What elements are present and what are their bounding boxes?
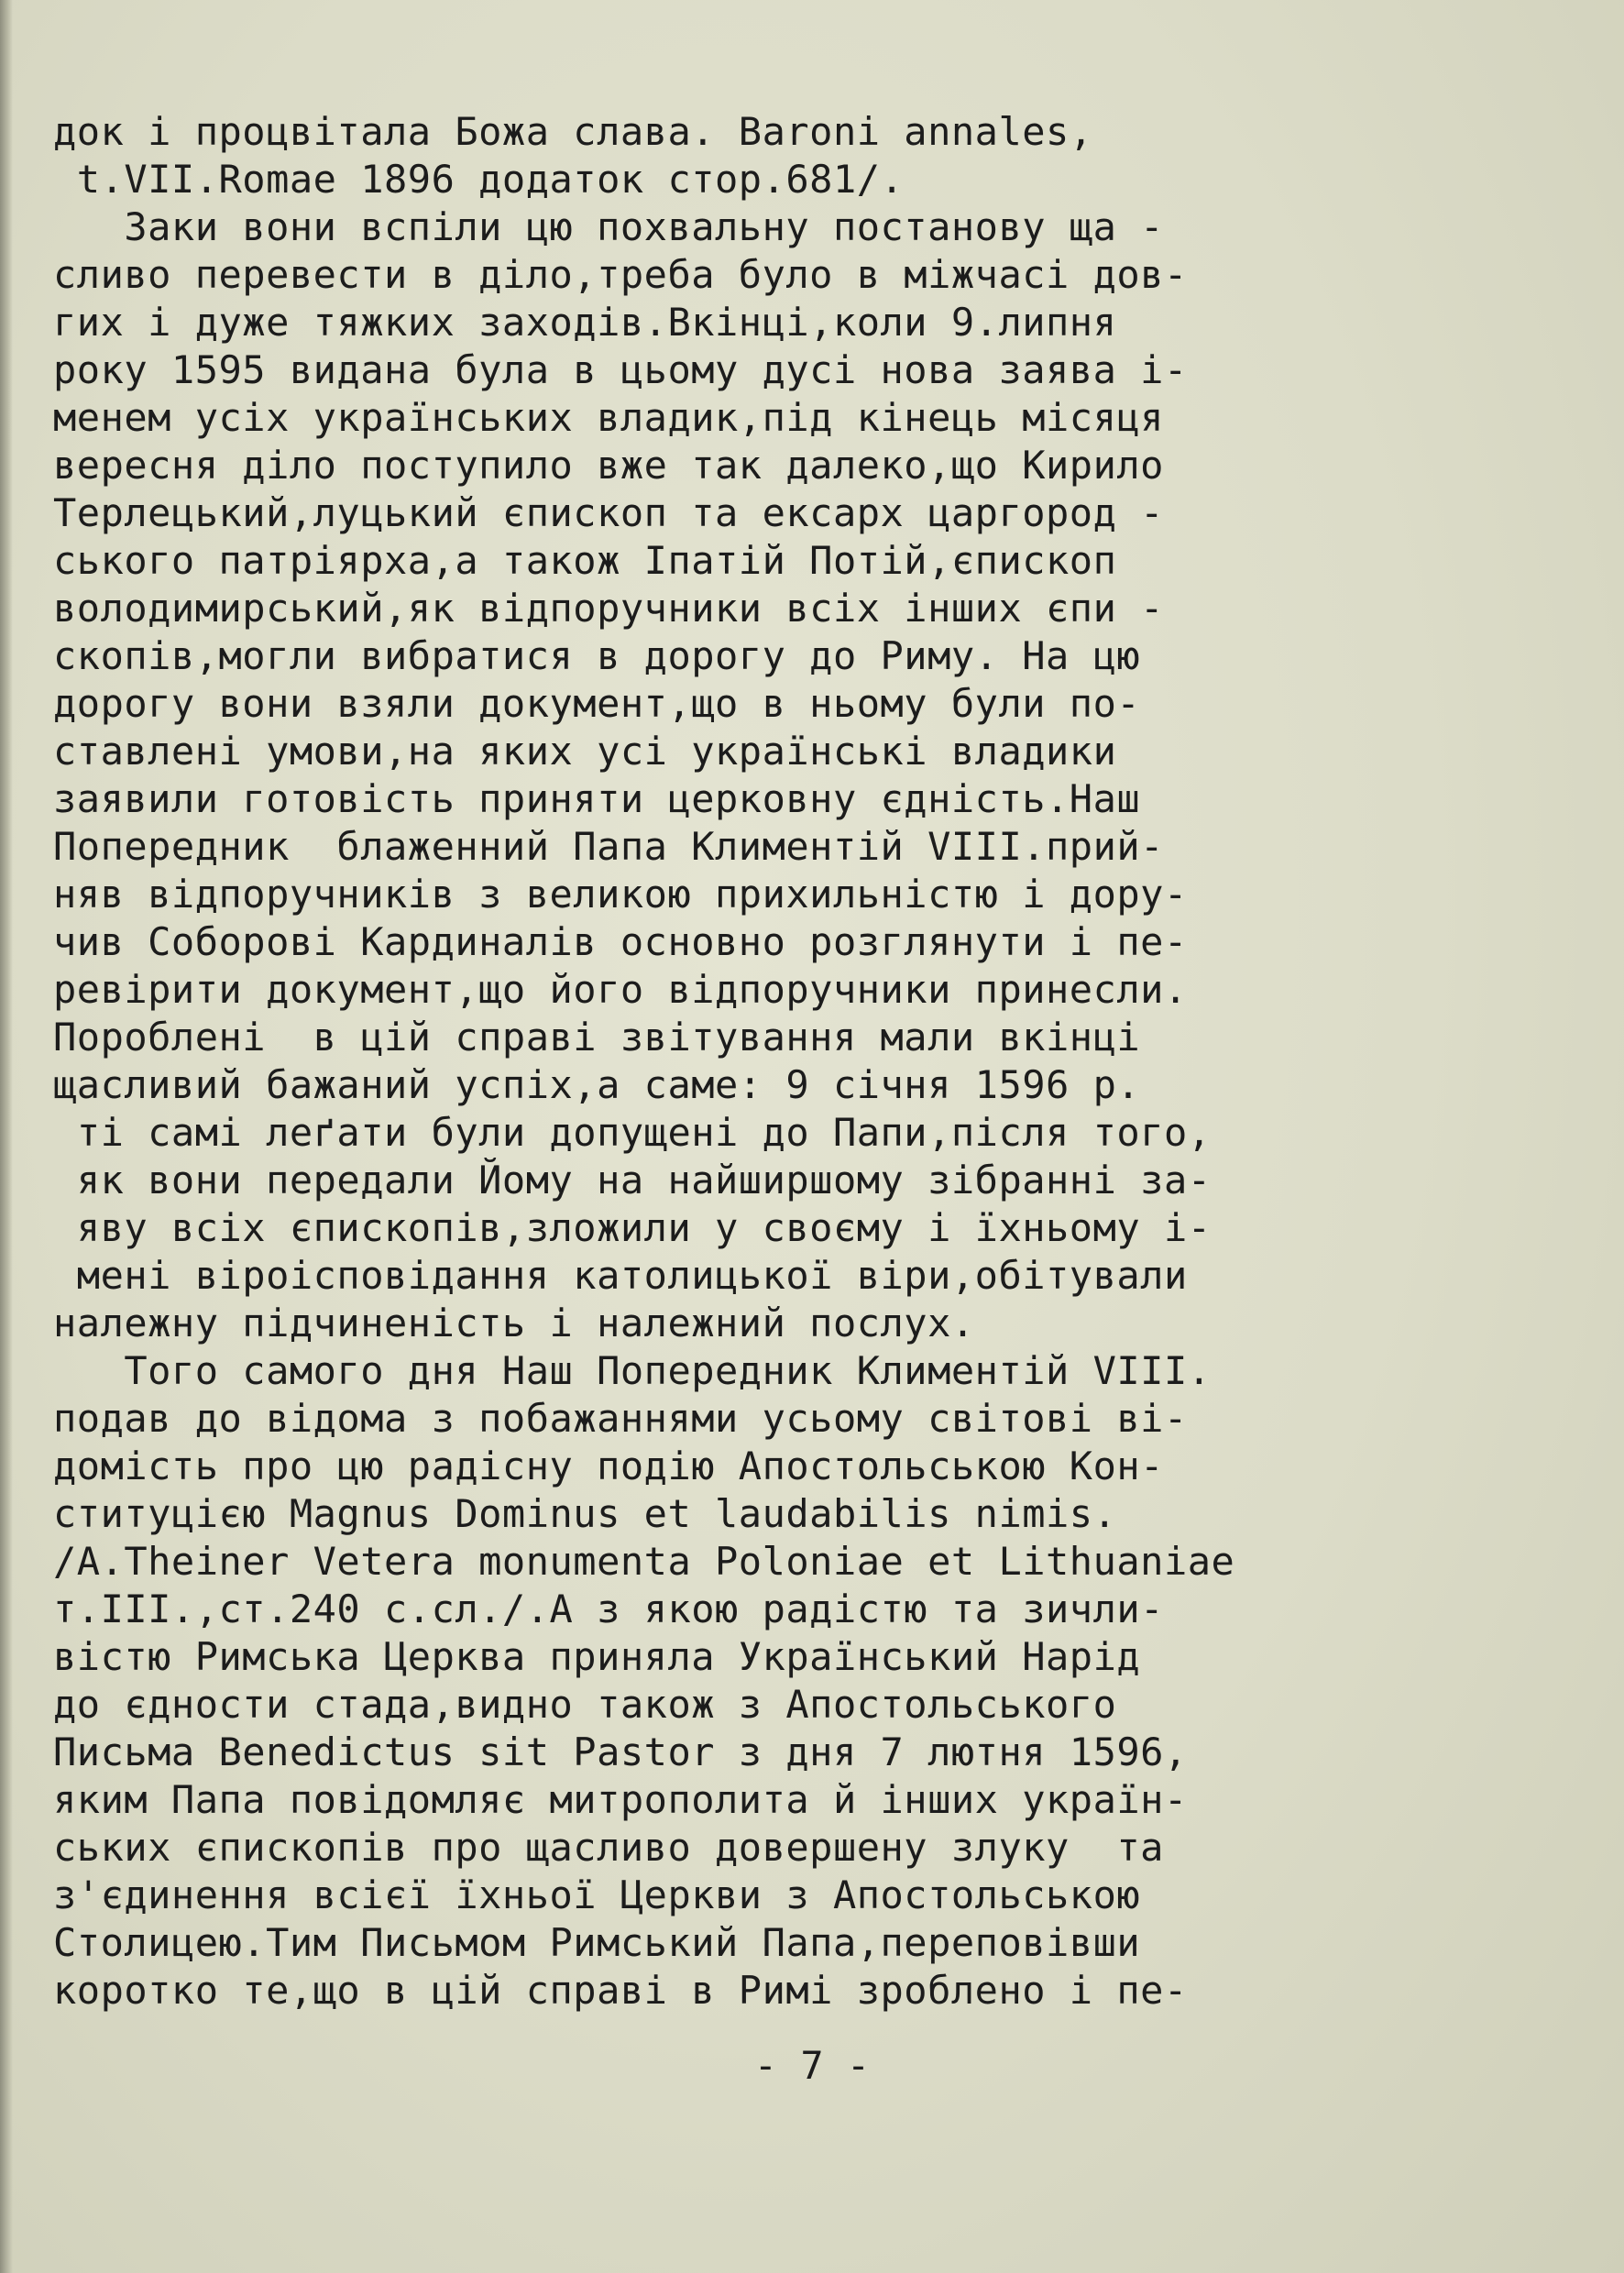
text-line: щасливий бажаний успіх,а саме: 9 січня 1596 р. — [53, 1062, 1141, 1107]
text-line: менем усіх українських владик,під кінець місяця — [53, 395, 1164, 440]
text-line: ревірити документ,що його відпоручники принесли. — [53, 967, 1188, 1012]
text-line: няв відпоручників з великою прихильністю і дору- — [53, 872, 1188, 917]
text-line: скопів,могли вибратися в дорогу до Риму. На цю — [53, 633, 1141, 678]
text-line: Пороблені в цій справі звітування мали вкінці — [53, 1015, 1141, 1060]
text-line: року 1595 видана була в цьому дусі нова заява і- — [53, 347, 1188, 392]
text-line: домість про цю радісну подію Апостольською Кон- — [53, 1444, 1164, 1488]
text-line: подав до відома з побажаннями усьому світові ві- — [53, 1396, 1188, 1441]
text-line: Того самого дня Наш Попередник Климентій VIII. — [53, 1348, 1212, 1393]
text-line: ституцією Magnus Dominus et laudabilis nimis. — [53, 1491, 1117, 1536]
text-line: Столицею.Тим Письмом Римський Папа,переповівши — [53, 1920, 1141, 1965]
text-line: мені віроісповідання католицької віри,обітували — [53, 1253, 1188, 1298]
text-line: володимирський,як відпоручники всіх інших єпи - — [53, 586, 1164, 631]
text-line: до єдности стада,видно також з Апостольського — [53, 1682, 1117, 1727]
text-line: яву всіх єпископів,зложили у своєму і їхньому і- — [53, 1205, 1212, 1250]
text-line: ті самі леґати були допущені до Папи,після того, — [53, 1110, 1212, 1155]
text-line: Терлецький,луцький єпископ та ексарх царгород - — [53, 490, 1164, 535]
text-line: Письма Benedictus sit Pastor з дня 7 лютня 1596, — [53, 1729, 1188, 1774]
typewritten-text-block — [53, 108, 1602, 2015]
text-line: чив Соборові Кардиналів основно розглянути і пе- — [53, 919, 1188, 964]
text-line: т.III.,ст.240 с.сл./.А з якою радістю та зичли- — [53, 1587, 1164, 1631]
text-line: коротко те,що в цій справі в Римі зроблено і пе- — [53, 1968, 1188, 2013]
text-line: дорогу вони взяли документ,що в ньому були по- — [53, 681, 1141, 726]
text-line: належну підчиненість і належний послух. — [53, 1301, 975, 1345]
text-line: /A.Theiner Vetera monumenta Poloniae et Lithuaniae — [53, 1539, 1235, 1584]
page-number: - 7 - — [753, 2043, 871, 2088]
text-line: Заки вони вспіли цю похвальну постанову ща - — [53, 204, 1164, 249]
text-line: яким Папа повідомляє митрополита й інших україн- — [53, 1777, 1188, 1822]
text-line: гих і дуже тяжких заходів.Вкінці,коли 9.липня — [53, 300, 1117, 345]
text-line: ських єпископів про щасливо довершену злуку та — [53, 1825, 1164, 1870]
text-line: ського патріярха,а також Іпатій Потій,єпископ — [53, 538, 1117, 583]
text-line: сливо перевести в діло,треба було в міжчасі дов- — [53, 252, 1188, 297]
text-line: док і процвітала Божа слава. Baroni annales, — [53, 109, 1093, 154]
text-line: вересня діло поступило вже так далеко,що Кирило — [53, 443, 1164, 488]
text-line: як вони передали Йому на найширшому зібранні за- — [53, 1158, 1212, 1202]
text-line: з'єдинення всієї їхньої Церкви з Апостольською — [53, 1872, 1141, 1917]
text-line: t.VII.Romae 1896 додаток стор.681/. — [53, 157, 905, 202]
text-line: ставлені умови,на яких усі українські владики — [53, 729, 1117, 774]
text-line: вістю Римська Церква приняла Український Нарід — [53, 1634, 1141, 1679]
text-line: заявили готовість приняти церковну єдність.Наш — [53, 776, 1141, 821]
text-line: Попередник блаженний Папа Климентій VIII.прий- — [53, 824, 1164, 869]
page-left-edge-shadow — [0, 0, 13, 2273]
